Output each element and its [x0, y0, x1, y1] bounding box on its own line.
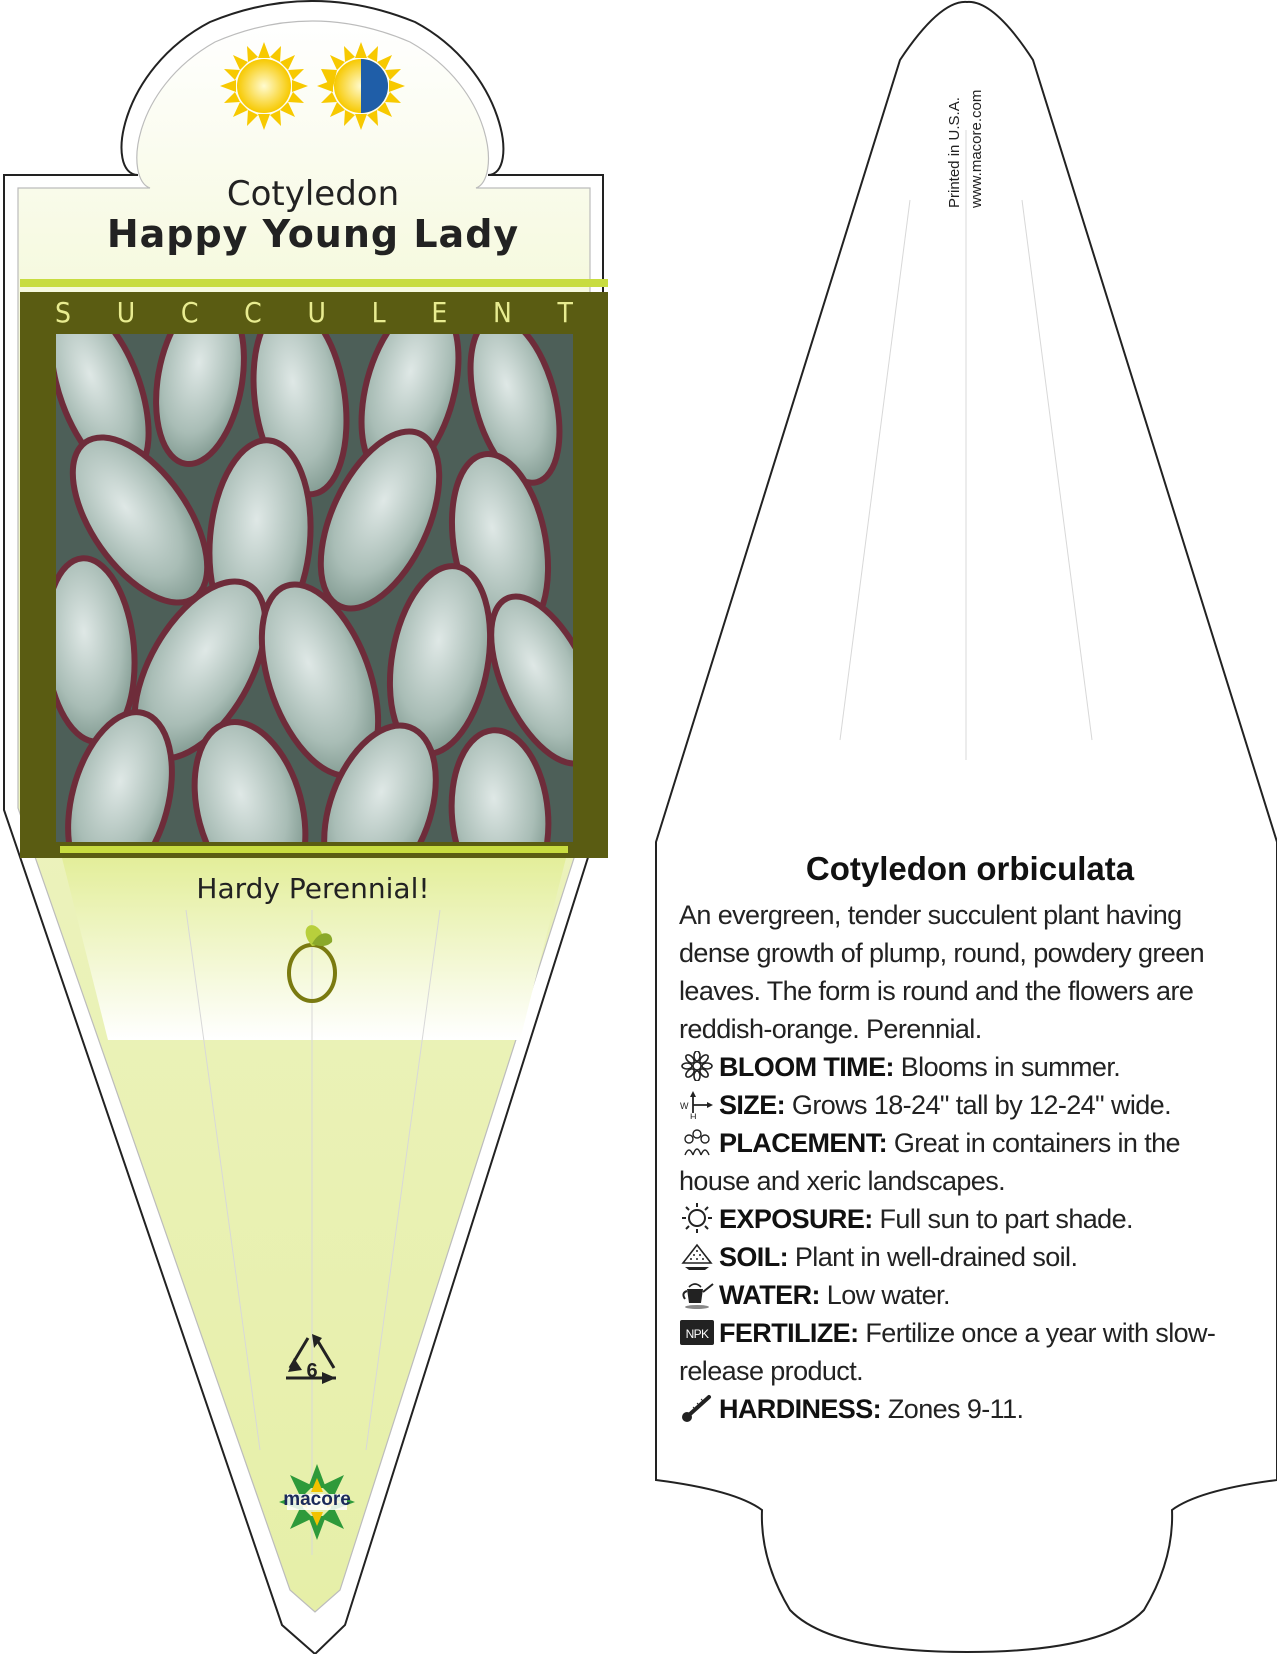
plant-description: An evergreen, tender succulent plant having dense growth of plump, round, powdery green leaves. The form is round and the flowers are reddish-orange. Perennial.: [679, 900, 1205, 1044]
plant-subtitle: Hardy Perennial!: [196, 872, 430, 905]
attr-label: PLACEMENT:: [719, 1128, 887, 1158]
attr-label: EXPOSURE:: [719, 1204, 873, 1234]
placement-icon: [679, 1127, 715, 1157]
attr-label: BLOOM TIME:: [719, 1052, 894, 1082]
size-w-label: W: [680, 1101, 688, 1111]
plant-genus: Cotyledon: [226, 174, 400, 214]
printed-in-text: Printed in U.S.A.: [946, 97, 963, 208]
attr-label: SOIL:: [719, 1242, 788, 1272]
attr-label: FERTILIZE:: [719, 1318, 859, 1348]
attr-text: Grows 18-24" tall by 12-24" wide.: [785, 1090, 1171, 1120]
category-letter: L: [371, 296, 386, 329]
category-letter: C: [244, 296, 262, 329]
category-letter: E: [431, 296, 448, 329]
part-sun-icon: [317, 42, 405, 130]
attribute-fertilize: [679, 1314, 1249, 1390]
attr-text: Fertilize once a year with slow-release product.: [679, 1318, 1216, 1386]
care-info: [679, 896, 1249, 1428]
category-letter: U: [116, 296, 136, 329]
plant-cultivar: Happy Young Lady: [106, 212, 520, 256]
watering-can-icon: [679, 1279, 715, 1309]
attribute-soil: [679, 1238, 1249, 1276]
thermometer-icon: [679, 1393, 715, 1423]
attr-label: SIZE:: [719, 1090, 786, 1120]
category-letter: T: [557, 296, 573, 329]
plant-photo: [32, 289, 621, 910]
attr-text: Low water.: [819, 1280, 950, 1310]
category-letter: C: [180, 296, 199, 329]
attribute-placement: [679, 1124, 1249, 1200]
attribute-size: [679, 1086, 1249, 1124]
attr-label: HARDINESS:: [719, 1394, 882, 1424]
attr-label: WATER:: [719, 1280, 820, 1310]
full-sun-icon: [220, 42, 308, 130]
size-h-label: H: [690, 1112, 696, 1119]
flower-icon: [679, 1051, 715, 1081]
npk-label: NPK: [685, 1327, 709, 1341]
category-letter: S: [55, 296, 71, 329]
attribute-exposure: [679, 1200, 1249, 1238]
attr-text: Great in containers in the house and xeric landscapes.: [679, 1128, 1180, 1196]
botanical-name: Cotyledon orbiculata: [805, 850, 1135, 887]
npk-icon: [679, 1317, 715, 1347]
attr-text: Plant in well-drained soil.: [788, 1242, 1078, 1272]
attribute-water: [679, 1276, 1249, 1314]
attr-text: Full sun to part shade.: [872, 1204, 1133, 1234]
size-icon: [679, 1089, 715, 1119]
recycle-code: 6: [306, 1360, 318, 1382]
attr-text: Blooms in summer.: [893, 1052, 1121, 1082]
attr-text: Zones 9-11.: [881, 1394, 1024, 1424]
category-letter: U: [307, 296, 326, 329]
website-text: www.macore.com: [968, 89, 985, 208]
plant-category: [55, 296, 573, 329]
attribute-hardiness: [679, 1390, 1249, 1428]
brand-logo-text: macore: [283, 1489, 351, 1510]
sun-icon: [679, 1203, 715, 1233]
attribute-bloom: [679, 1048, 1249, 1086]
soil-icon: [679, 1241, 715, 1271]
category-letter: N: [493, 296, 512, 329]
